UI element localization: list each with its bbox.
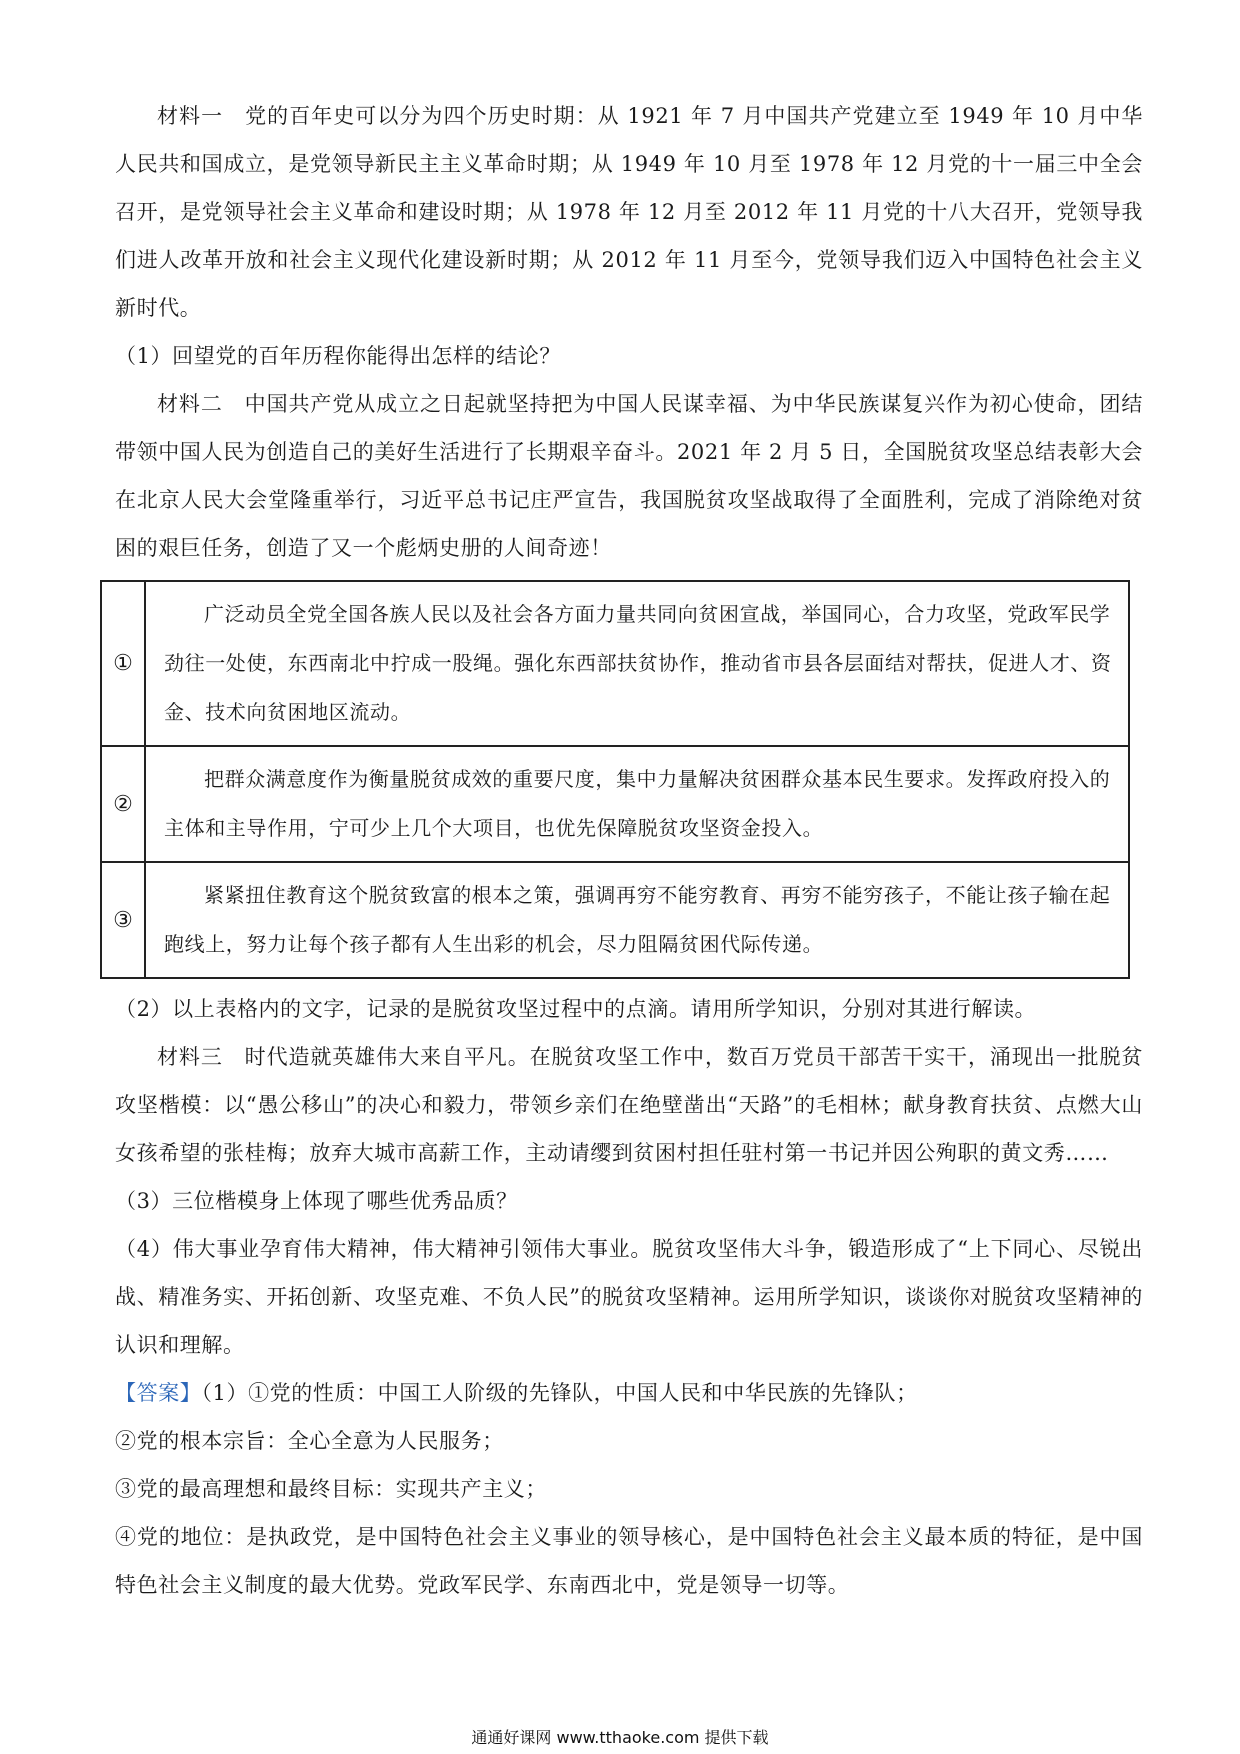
records-table [100, 580, 1130, 979]
row-text: 把群众满意度作为衡量脱贫成效的重要尺度，集中力量解决贫困群众基本民生要求。发挥政府投入的主体和主导作用，宁可少上几个大项目，也优先保障脱贫攻坚资金投入。 [145, 746, 1129, 862]
table-row [101, 581, 1129, 746]
row-number: ③ [101, 862, 145, 978]
row-number: ② [101, 746, 145, 862]
material-three-paragraph: 材料三 时代造就英雄伟大来自平凡。在脱贫攻坚工作中，数百万党员干部苦干实干，涌现出一批脱贫攻坚楷模：以“愚公移山”的决心和毅力，带领乡亲们在绝壁凿出“天路”的毛相林；献身教育扶贫、点燃大山女孩希望的张桂梅；放弃大城市高薪工作，主动请缨到贫困村担任驻村第一书记并因公殉职的黄文秀…… [115, 1045, 1143, 1165]
question-one: （1）回望党的百年历程你能得出怎样的结论？ [115, 344, 561, 368]
answer-tag: 【答案】 [115, 1381, 202, 1405]
answer-line-1 [115, 1369, 1143, 1417]
table-row [101, 862, 1129, 978]
answer-line-2: ②党的根本宗旨：全心全意为人民服务； [115, 1429, 504, 1453]
table-row [101, 746, 1129, 862]
question-three: （3）三位楷模身上体现了哪些优秀品质？ [115, 1189, 518, 1213]
document-page [115, 92, 1143, 1609]
row-text: 广泛动员全党全国各族人民以及社会各方面力量共同向贫困宣战，举国同心，合力攻坚，党政军民学劲往一处使，东西南北中拧成一股绳。强化东西部扶贫协作，推动省市县各层面结对帮扶，促进人才、资金、技术向贫困地区流动。 [145, 581, 1129, 746]
answer-line-4: ④党的地位：是执政党，是中国特色社会主义事业的领导核心，是中国特色社会主义最本质的特征，是中国特色社会主义制度的最大优势。党政军民学、东南西北中，党是领导一切等。 [115, 1525, 1143, 1597]
answer-line-3: ③党的最高理想和最终目标：实现共产主义； [115, 1477, 547, 1501]
material-one-paragraph: 材料一 党的百年史可以分为四个历史时期：从 1921 年 7 月中国共产党建立至 1949 年 10 月中华人民共和国成立，是党领导新民主主义革命时期；从 1949 年 10 月至 1978 年 12 月党的十一届三中全会召开，是党领导社会主义革命和建设时期；从 1978 年 12 月至 2012 年 11 月党的十八大召开，党领导我们进人改革开放和社会主义现代化建设新时期；从 2012 年 11 月至今，党领导我们迈入中国特色社会主义新时代。 [115, 104, 1143, 320]
page-footer: 通通好课网 www.tthaoke.com 提供下载 [471, 1728, 769, 1747]
question-four: （4）伟大事业孕育伟大精神，伟大精神引领伟大事业。脱贫攻坚伟大斗争，锻造形成了“上下同心、尽锐出战、精准务实、开拓创新、攻坚克难、不负人民”的脱贫攻坚精神。运用所学知识，谈谈你对脱贫攻坚精神的认识和理解。 [115, 1237, 1143, 1357]
material-two-paragraph: 材料二 中国共产党从成立之日起就坚持把为中国人民谋幸福、为中华民族谋复兴作为初心使命，团结带领中国人民为创造自己的美好生活进行了长期艰辛奋斗。2021 年 2 月 5 日，全国脱贫攻坚总结表彰大会在北京人民大会堂隆重举行，习近平总书记庄严宣告，我国脱贫攻坚战取得了全面胜利，完成了消除绝对贫困的艰巨任务，创造了又一个彪炳史册的人间奇迹！ [115, 392, 1143, 560]
row-text: 紧紧扭住教育这个脱贫致富的根本之策，强调再穷不能穷教育、再穷不能穷孩子，不能让孩子输在起跑线上，努力让每个孩子都有人生出彩的机会，尽力阻隔贫困代际传递。 [145, 862, 1129, 978]
question-two: （2）以上表格内的文字，记录的是脱贫攻坚过程中的点滴。请用所学知识，分别对其进行解读。 [115, 997, 1037, 1021]
answer-line-1-text: （1）①党的性质：中国工人阶级的先锋队，中国人民和中华民族的先锋队； [201, 1381, 918, 1405]
row-number: ① [101, 581, 145, 746]
